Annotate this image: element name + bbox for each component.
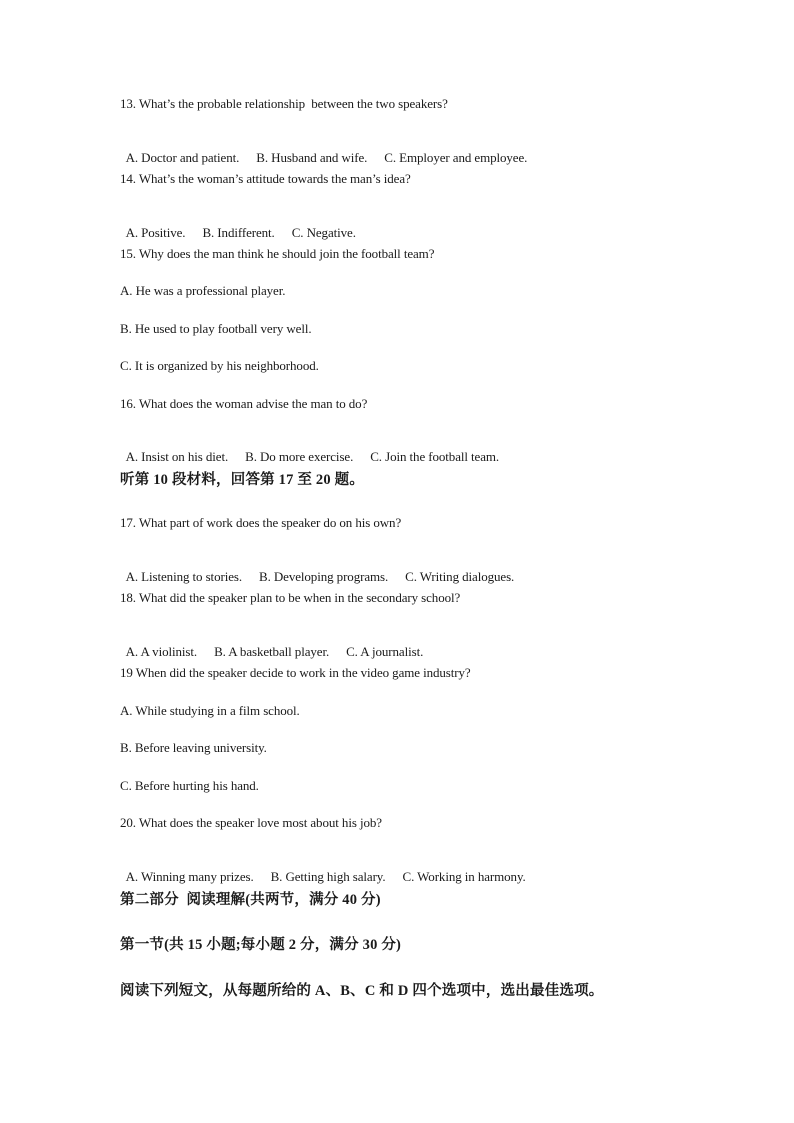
passage-10-heading: 听第 10 段材料，回答第 17 至 20 题。 bbox=[120, 472, 365, 488]
option-c: C. Employer and employee. bbox=[384, 150, 528, 165]
option-a: A. Insist on his diet. bbox=[125, 449, 229, 464]
part-two-heading: 第二部分 阅读理解(共两节，满分 40 分) bbox=[120, 892, 381, 908]
option-c: C. A journalist. bbox=[346, 644, 424, 659]
question-14-stem: 14. What’s the woman’s attitude towards the man’s idea? bbox=[120, 171, 411, 186]
section-one-heading: 第一节(共 15 小题;每小题 2 分，满分 30 分) bbox=[120, 937, 402, 953]
question-18-options bbox=[120, 628, 423, 660]
question-16-stem: 16. What does the woman advise the man to do? bbox=[120, 396, 368, 411]
option-a: A. Positive. bbox=[125, 225, 186, 240]
question-16-options bbox=[120, 433, 499, 465]
question-20-stem: 20. What does the speaker love most about his job? bbox=[120, 815, 382, 830]
option-b: B. Indifferent. bbox=[202, 225, 275, 240]
option-b: B. Developing programs. bbox=[259, 569, 389, 584]
question-15-option-c: C. It is organized by his neighborhood. bbox=[120, 358, 319, 373]
question-19-option-a: A. While studying in a film school. bbox=[120, 703, 300, 718]
question-15-option-b: B. He used to play football very well. bbox=[120, 321, 312, 336]
question-20-options bbox=[120, 853, 526, 885]
question-17-stem: 17. What part of work does the speaker do on his own? bbox=[120, 515, 402, 530]
option-c: C. Writing dialogues. bbox=[405, 569, 515, 584]
question-17-options bbox=[120, 553, 514, 585]
question-18-stem: 18. What did the speaker plan to be when in the secondary school? bbox=[120, 590, 461, 605]
question-19-option-b: B. Before leaving university. bbox=[120, 740, 267, 755]
option-c: C. Join the football team. bbox=[370, 449, 500, 464]
option-b: B. Getting high salary. bbox=[270, 869, 386, 884]
option-b: B. Husband and wife. bbox=[256, 150, 368, 165]
question-15-option-a: A. He was a professional player. bbox=[120, 283, 286, 298]
question-19-stem: 19 When did the speaker decide to work in the video game industry? bbox=[120, 665, 471, 680]
option-a: A. A violinist. bbox=[125, 644, 198, 659]
option-c: C. Working in harmony. bbox=[402, 869, 526, 884]
option-a: A. Winning many prizes. bbox=[125, 869, 254, 884]
option-a: A. Listening to stories. bbox=[125, 569, 242, 584]
option-a: A. Doctor and patient. bbox=[125, 150, 240, 165]
question-13-options bbox=[120, 134, 527, 166]
option-c: C. Negative. bbox=[291, 225, 356, 240]
reading-instruction: 阅读下列短文，从每题所给的 A、B、C 和 D 四个选项中，选出最佳选项。 bbox=[120, 983, 604, 999]
question-19-option-c: C. Before hurting his hand. bbox=[120, 778, 259, 793]
question-15-stem: 15. Why does the man think he should join the football team? bbox=[120, 246, 435, 261]
option-b: B. A basketball player. bbox=[214, 644, 330, 659]
question-13-stem: 13. What’s the probable relationship between the two speakers? bbox=[120, 96, 448, 111]
question-14-options bbox=[120, 209, 356, 241]
option-b: B. Do more exercise. bbox=[245, 449, 354, 464]
